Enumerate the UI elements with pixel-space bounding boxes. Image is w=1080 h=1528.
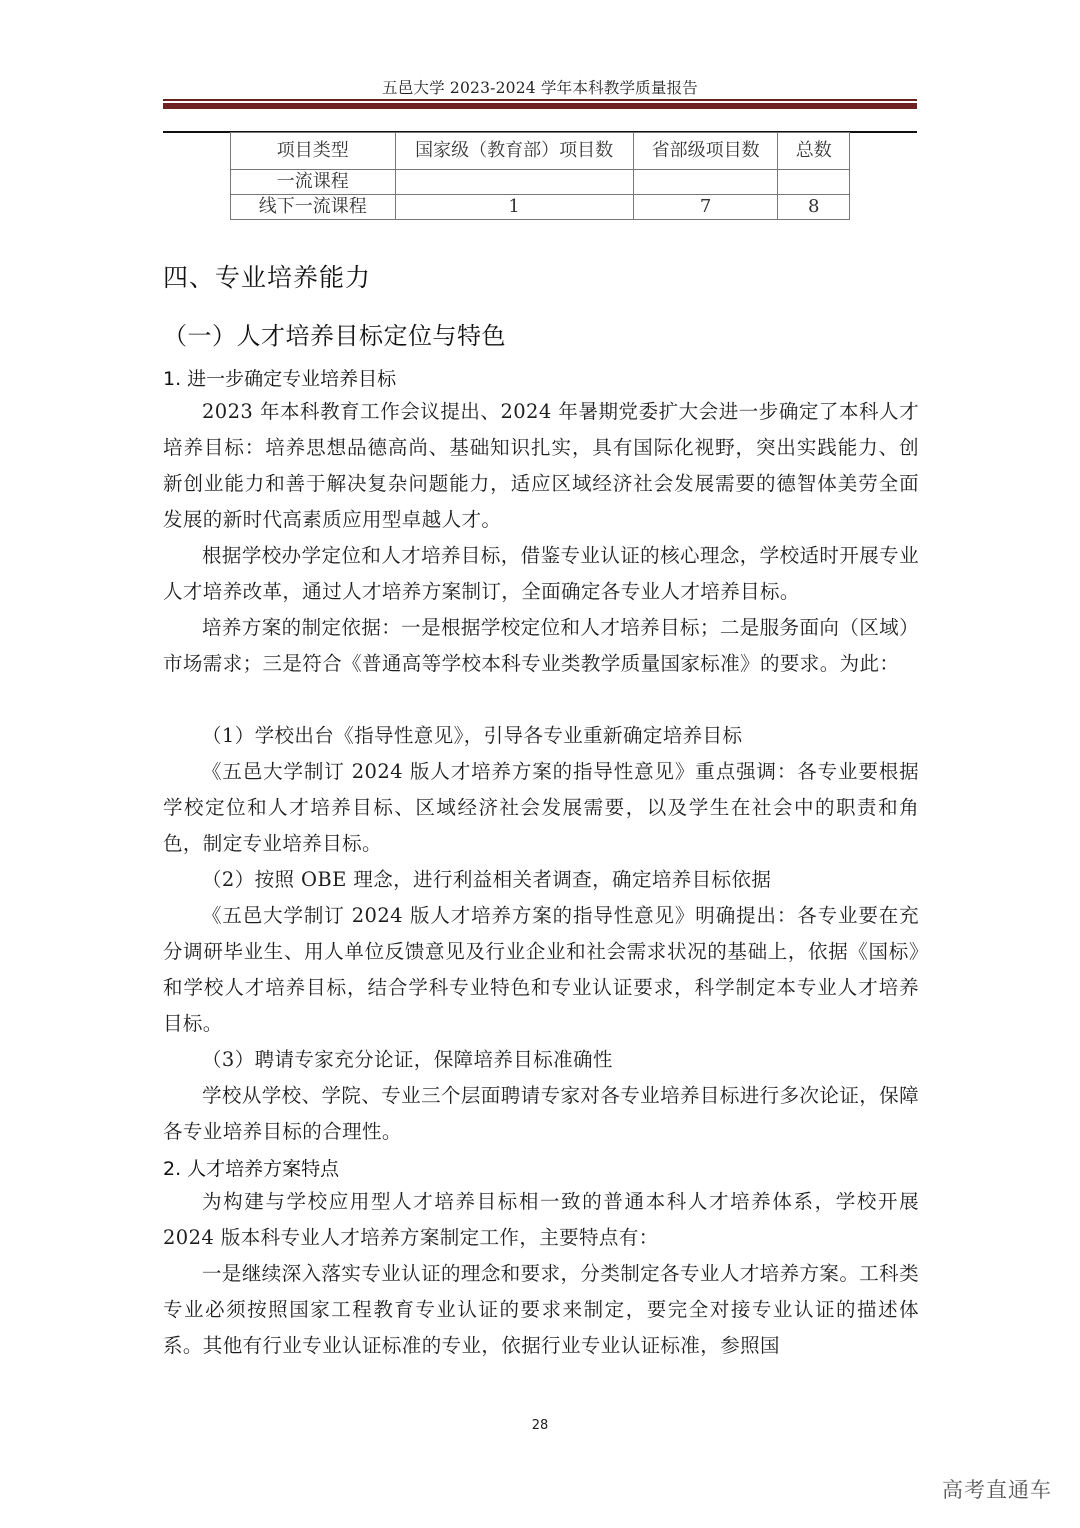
- table-header-cell: 省部级项目数: [633, 133, 778, 170]
- table-header-row: [231, 133, 850, 170]
- table-cell: 线下一流课程: [231, 195, 396, 220]
- subsection-heading-2: 2. 人才培养方案特点: [163, 1158, 340, 1180]
- header-rule-thick: [163, 103, 917, 109]
- projects-table: [230, 132, 850, 220]
- table-cell: 7: [633, 195, 778, 220]
- table-header-cell: 国家级（教育部）项目数: [395, 133, 633, 170]
- table-row: [231, 195, 850, 220]
- section-heading-level1: 四、专业培养能力: [163, 263, 372, 292]
- table-cell: 8: [778, 195, 850, 220]
- header-rule-thin: [163, 99, 917, 101]
- paragraph: 一是继续深入落实专业认证的理念和要求，分类制定各专业人才培养方案。工科类专业必须按照国家工程教育专业认证的要求来制定，要完全对接专业认证的描述体系。其他有行业专业认证标准的专业，依据行业专业认证标准，参照国: [163, 1262, 919, 1357]
- table-header-cell: 项目类型: [231, 133, 396, 170]
- watermark-text: 高考直通车: [942, 1478, 1052, 1502]
- paragraph: 《五邑大学制订 2024 版人才培养方案的指导性意见》重点强调：各专业要根据学校定位和人才培养目标、区域经济社会发展需要，以及学生在社会中的职责和角色，制定专业培养目标。: [163, 760, 919, 855]
- paragraph: 学校从学校、学院、专业三个层面聘请专家对各专业培养目标进行多次论证，保障各专业培养目标的合理性。: [163, 1084, 919, 1143]
- page-header-title: 五邑大学 2023-2024 学年本科教学质量报告: [382, 79, 698, 97]
- paragraph: 2023 年本科教育工作会议提出、2024 年暑期党委扩大会进一步确定了本科人才培养目标：培养思想品德高尚、基础知识扎实，具有国际化视野，突出实践能力、创新创业能力和善于解决复杂问题能力，适应区域经济社会发展需要的德智体美劳全面发展的新时代高素质应用型卓越人才。: [163, 400, 919, 531]
- paragraph: 培养方案的制定依据：一是根据学校定位和人才培养目标；二是服务面向（区域）市场需求；三是符合《普通高等学校本科专业类教学质量国家标准》的要求。为此：: [163, 616, 919, 675]
- paragraph: 《五邑大学制订 2024 版人才培养方案的指导性意见》明确提出：各专业要在充分调研毕业生、用人单位反馈意见及行业企业和社会需求状况的基础上，依据《国标》和学校人才培养目标，结合学科专业特色和专业认证要求，科学制定本专业人才培养目标。: [163, 904, 919, 1035]
- table-cell: [395, 170, 633, 195]
- numbered-item-3: （3）聘请专家充分论证，保障培养目标准确性: [202, 1048, 613, 1071]
- numbered-item-1: （1）学校出台《指导性意见》，引导各专业重新确定培养目标: [202, 724, 743, 747]
- subsection-heading-1: 1. 进一步确定专业培养目标: [163, 368, 397, 390]
- paragraph: 为构建与学校应用型人才培养目标相一致的普通本科人才培养体系，学校开展 2024 版本科专业人才培养方案制定工作，主要特点有：: [163, 1190, 919, 1249]
- table-cell: [778, 170, 850, 195]
- table-cell: 1: [395, 195, 633, 220]
- section-heading-level2: （一）人才培养目标定位与特色: [163, 322, 506, 350]
- table-cell: [633, 170, 778, 195]
- table-header-cell: 总数: [778, 133, 850, 170]
- page-number: 28: [531, 1418, 549, 1433]
- table-row: [231, 170, 850, 195]
- table-cell: 一流课程: [231, 170, 396, 195]
- paragraph: 根据学校办学定位和人才培养目标，借鉴专业认证的核心理念，学校适时开展专业人才培养改革，通过人才培养方案制订，全面确定各专业人才培养目标。: [163, 544, 919, 603]
- numbered-item-2: （2）按照 OBE 理念，进行利益相关者调查，确定培养目标依据: [202, 868, 772, 891]
